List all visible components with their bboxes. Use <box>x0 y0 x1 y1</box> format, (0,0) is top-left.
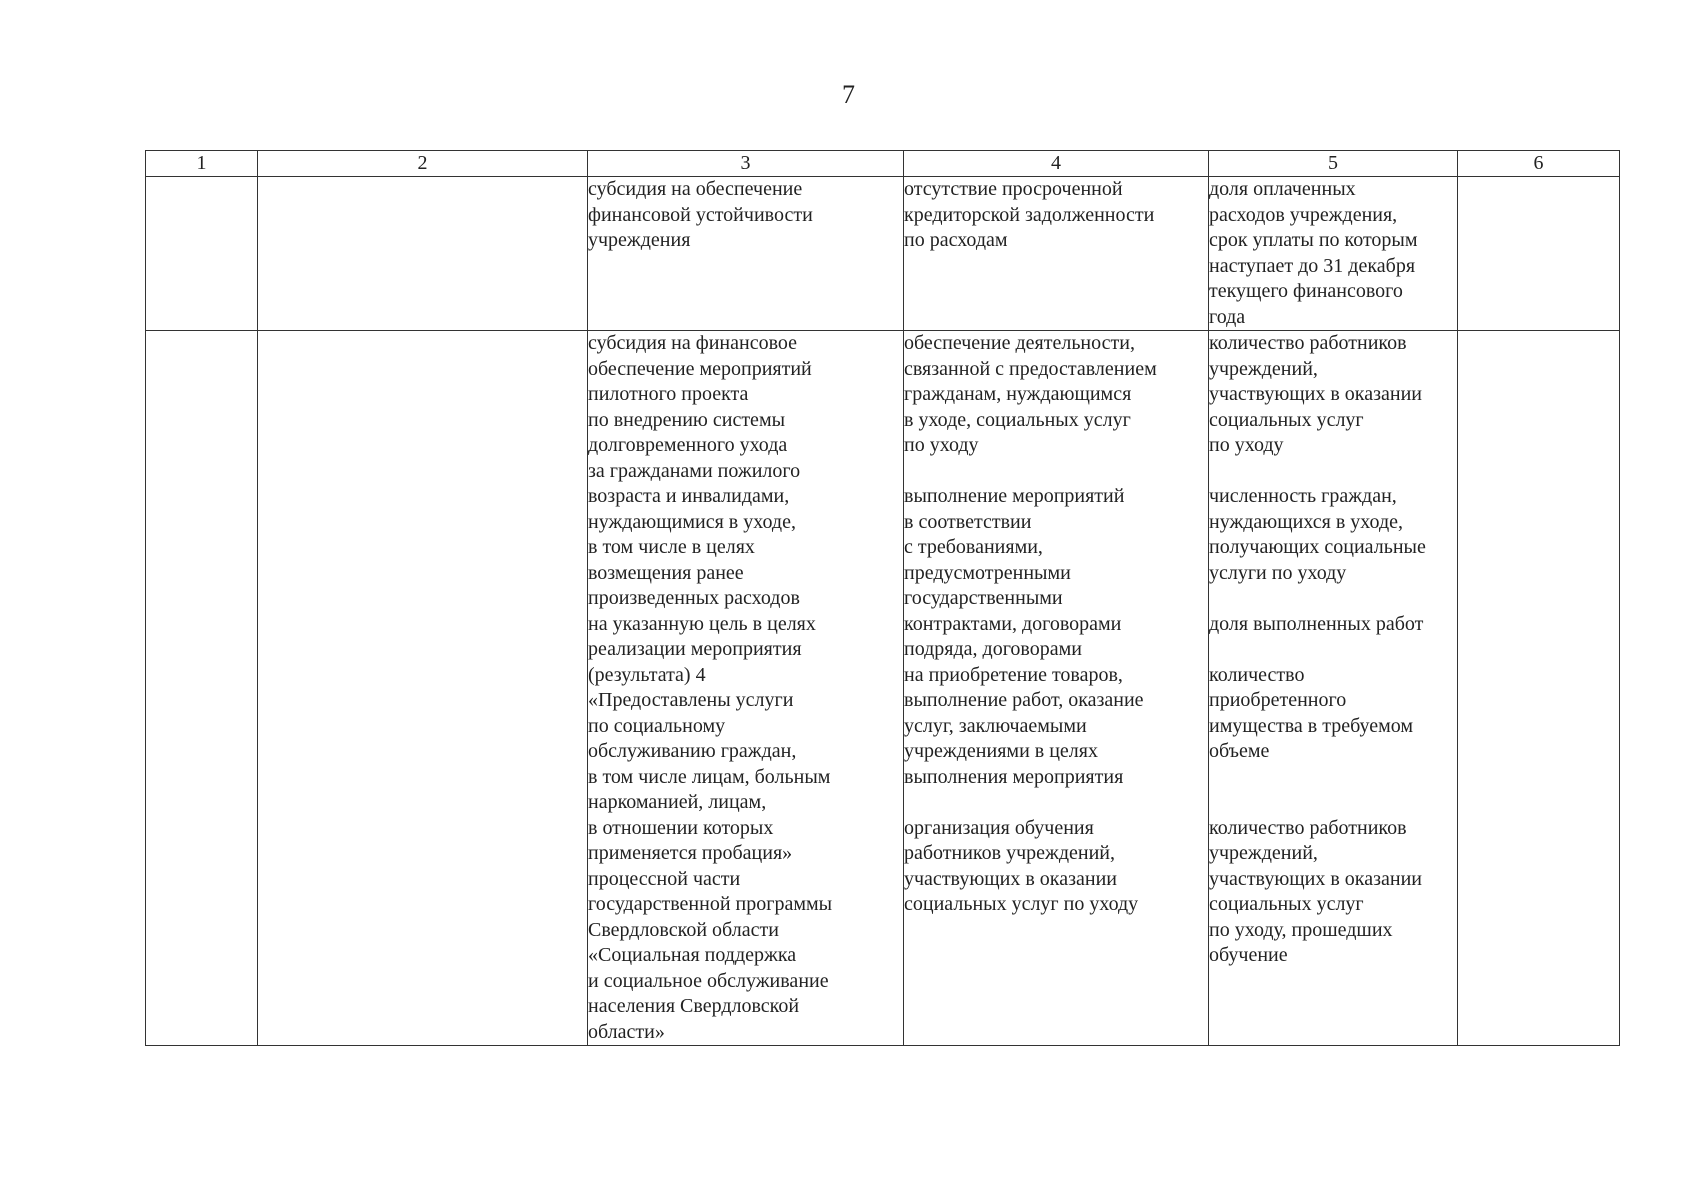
column-header-2: 2 <box>258 151 588 177</box>
page-number: 7 <box>842 80 855 109</box>
cell-text: доля оплаченных расходов учреждения, срок уплаты по которым наступает до 31 декабря текущего финансового года <box>1209 178 1418 328</box>
table-cell-empty <box>146 177 258 331</box>
table-row <box>146 331 1620 1046</box>
data-table <box>145 150 1620 1046</box>
cell-text: количество приобретенного имущества в требуемом объеме <box>1209 663 1414 762</box>
header-row <box>146 151 1620 177</box>
table-cell <box>1209 331 1458 1046</box>
table-cell <box>904 331 1209 1046</box>
cell-text: количество работников учреждений, участвующих в оказании социальных услуг по уходу, прошедших обучение <box>1209 816 1422 966</box>
column-header-1: 1 <box>146 151 258 177</box>
cell-text: выполнение мероприятий в соответствии с требованиями, предусмотренными государственными контрактами, договорами подряда, договорами на приобретение товаров, выполнение работ, оказание услуг, заключаемыми учреждениями в целях выполнения мероприятия <box>904 485 1144 788</box>
table-cell <box>904 177 1209 331</box>
table-cell-empty <box>258 177 588 331</box>
table-cell-empty <box>1458 331 1620 1046</box>
cell-text: организация обучения работников учреждений, участвующих в оказании социальных услуг по уходу <box>904 816 1139 915</box>
cell-text: доля выполненных работ <box>1209 612 1424 635</box>
table-cell <box>588 331 904 1046</box>
column-header-4: 4 <box>904 151 1209 177</box>
table-cell-empty <box>258 331 588 1046</box>
table-cell <box>588 177 904 331</box>
cell-text: обеспечение деятельности, связанной с предоставлением гражданам, нуждающимся в уходе, социальных услуг по уходу <box>904 332 1157 456</box>
cell-text: субсидия на финансовое обеспечение мероприятий пилотного проекта по внедрению системы долговременного ухода за гражданами пожилого возраста и инвалидами, нуждающимися в уходе, в том числе в целях возмещения ранее произведенных расходов на указанную цель в целях реализации мероприятия (результата) 4 «Предоставлены услуги по социальному обслуживанию граждан, в том числе лицам, больным наркоманией, лицам, в отношении которых применяется пробация» процессной части государственной программы Свердловской области «Социальная поддержка и социальное обслуживание населения Свердловской области» <box>588 332 833 1043</box>
cell-text: субсидия на обеспечение финансовой устойчивости учреждения <box>588 178 813 251</box>
cell-text: отсутствие просроченной кредиторской задолженности по расходам <box>904 178 1155 251</box>
table-cell-empty <box>146 331 258 1046</box>
table-cell <box>1209 177 1458 331</box>
column-header-6: 6 <box>1458 151 1620 177</box>
cell-text: численность граждан, нуждающихся в уходе, получающих социальные услуги по уходу <box>1209 485 1426 584</box>
column-header-3: 3 <box>588 151 904 177</box>
column-header-5: 5 <box>1209 151 1458 177</box>
table-cell-empty <box>1458 177 1620 331</box>
cell-text: количество работников учреждений, участвующих в оказании социальных услуг по уходу <box>1209 332 1422 456</box>
table-row <box>146 177 1620 331</box>
